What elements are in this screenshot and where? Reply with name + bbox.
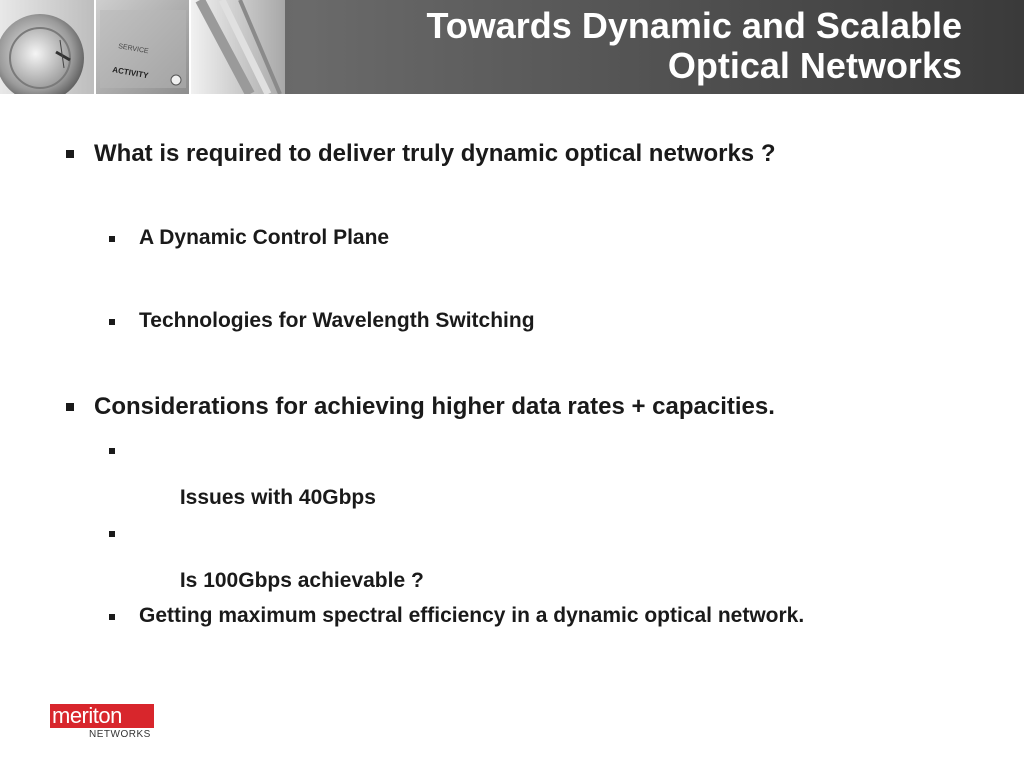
sub-bullet-item [139, 604, 804, 628]
bullet-text: What is required to deliver truly dynamic optical networks ? [94, 140, 776, 167]
bullet-text: Technologies for Wavelength Switching [139, 309, 535, 332]
logo-subtitle: NETWORKS [89, 729, 151, 740]
square-bullet-icon [109, 236, 115, 242]
square-bullet-icon [66, 150, 74, 158]
bullet-text: Getting maximum spectral efficiency in a dynamic optical network. [139, 604, 805, 627]
title-line-2: Optical Networks [667, 45, 962, 86]
bullet-text: A Dynamic Control Plane [139, 226, 390, 249]
sub-bullet-item [139, 309, 535, 333]
title-line-1: Towards Dynamic and Scalable [426, 5, 962, 46]
sub-bullet-item [139, 226, 389, 250]
logo-wordmark: meriton [50, 704, 154, 728]
bullet-item [94, 140, 775, 168]
bullet-item [94, 393, 775, 421]
bullet-text: Considerations for achieving higher data rates + capacities. [94, 393, 775, 420]
bullet-text: Issues with 40Gbps [174, 486, 376, 509]
square-bullet-icon [109, 614, 115, 620]
meriton-logo [50, 704, 160, 744]
activity-label: ACTIVITY [111, 65, 150, 81]
square-bullet-icon [66, 403, 74, 411]
sub-bullet-item [139, 521, 424, 617]
square-bullet-icon [109, 448, 115, 454]
sub-bullet-item [139, 438, 376, 534]
bullet-text: Is 100Gbps achievable ? [174, 569, 424, 592]
service-label: SERVICE [117, 43, 150, 56]
square-bullet-icon [109, 531, 115, 537]
square-bullet-icon [109, 319, 115, 325]
